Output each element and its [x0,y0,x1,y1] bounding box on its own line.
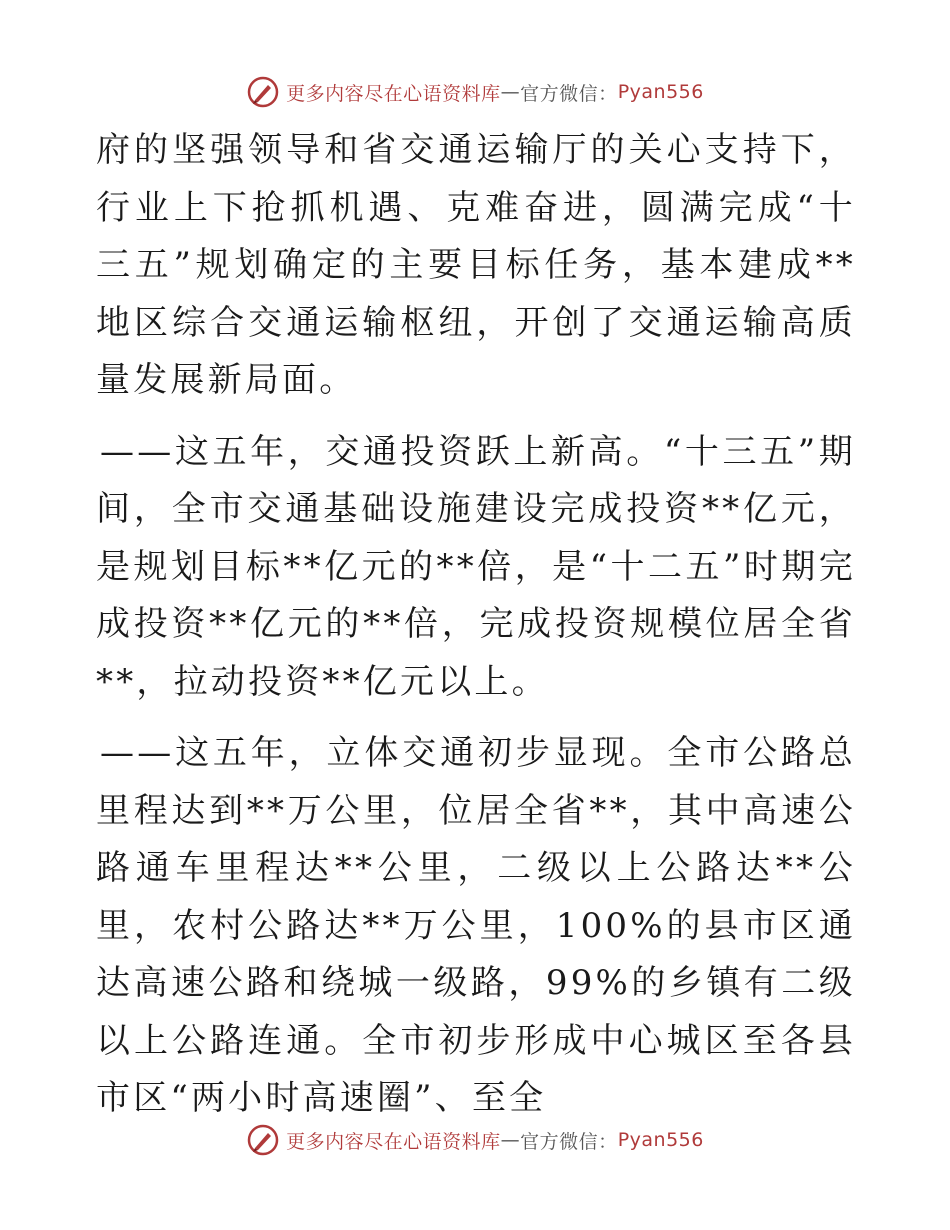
paragraph-1: 府的坚强领导和省交通运输厅的关心支持下，行业上下抢抓机遇、克难奋进，圆满完成“十三五”规划确定的主要目标任务，基本建成**地区综合交通运输枢纽，开创了交通运输高质量发展新局面。 [96,130,856,400]
watermark-site-text: 更多内容尽在心语资料库 [286,1130,501,1153]
watermark-site-text: 更多内容尽在心语资料库 [286,82,501,105]
watermark-account: Pyan556 [617,1129,704,1151]
watermark-account: Pyan556 [617,81,704,103]
pen-logo-icon [246,1123,280,1157]
watermark-wechat-label: 官方微信： [520,1130,618,1153]
paragraph-3: ——这五年，立体交通初步显现。全市公路总里程达到**万公里，位居全省**，其中高速公路通车里程达**公里，二级以上公路达**公里，农村公路达**万公里，100%的县市区通达高速公路和绕城一级路，99%的乡镇有二级以上公路连通。全市初步形成中心城区至各县市区“两小时高速圈”、至全 [96,733,856,1118]
watermark-separator: — [500,1129,521,1151]
pen-logo-icon [246,75,280,109]
watermark-wechat-label: 官方微信： [520,82,618,105]
paragraph-2: ——这五年，交通投资跃上新高。“十三五”期间，全市交通基础设施建设完成投资**亿元，是规划目标**亿元的**倍，是“十二五”时期完成投资**亿元的**倍，完成投资规模位居全省**，拉动投资**亿元以上。 [96,431,856,702]
watermark-separator: — [500,81,521,103]
footer-watermark [0,1120,950,1160]
document-body [96,122,856,1128]
header-watermark [0,72,950,112]
